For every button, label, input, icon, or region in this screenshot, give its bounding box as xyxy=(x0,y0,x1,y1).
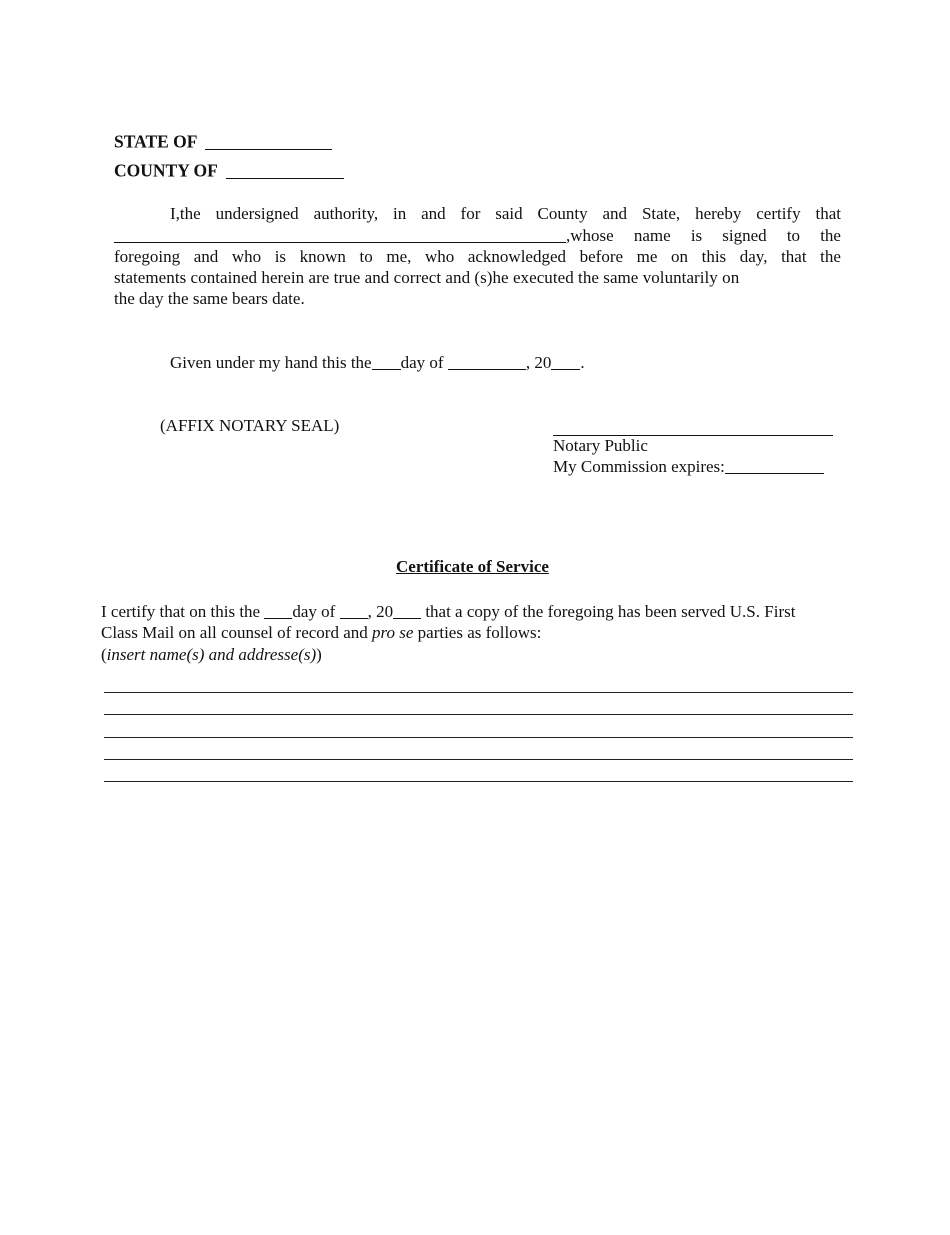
state-label: STATE OF xyxy=(114,131,197,152)
acknowledgment-line-1-word: County xyxy=(537,204,588,223)
acknowledgment-line-1-word: I,the xyxy=(170,204,201,223)
given-text-3: , 20 xyxy=(525,353,552,372)
acknowledgment-line-3-word: before xyxy=(579,247,624,266)
state-of-field xyxy=(114,131,332,153)
notary-signature-line[interactable] xyxy=(553,418,833,436)
acknowledgment-line-3-word: who xyxy=(231,247,262,266)
acknowledgment-line-1 xyxy=(170,203,841,224)
commission-expires-blank[interactable] xyxy=(725,456,824,474)
certificate-line-3 xyxy=(101,645,322,665)
given-text-1: Given under my hand this the xyxy=(170,353,372,372)
acknowledgment-line-1-word: that xyxy=(815,204,841,223)
service-address-line-1[interactable] xyxy=(104,692,853,693)
acknowledgment-line-3-word: known xyxy=(299,247,346,266)
certificate-line-1-d: that a copy of the foregoing has been served U.S. First xyxy=(421,602,796,621)
acknowledgment-line-5-text: the day the same bears date. xyxy=(114,289,305,308)
signer-name-group xyxy=(114,225,614,246)
given-month-blank[interactable] xyxy=(448,352,526,370)
certificate-line-1-a: I certify that on this the xyxy=(101,602,265,621)
affix-notary-seal: (AFFIX NOTARY SEAL) xyxy=(160,416,340,435)
certificate-line-1-b: day of xyxy=(292,602,340,621)
acknowledgment-line-3-word: on xyxy=(671,247,689,266)
given-year-blank[interactable] xyxy=(551,352,580,370)
acknowledgment-line-3-word: is xyxy=(274,247,287,266)
county-of-field xyxy=(114,160,344,182)
given-day-blank[interactable] xyxy=(372,352,401,370)
certificate-day-blank[interactable] xyxy=(264,601,292,619)
certificate-line-2-b: parties as follows: xyxy=(413,623,542,642)
acknowledgment-line-1-word: and xyxy=(421,204,446,223)
certificate-year-blank[interactable] xyxy=(393,601,421,619)
acknowledgment-line-2-word: signed xyxy=(722,226,767,245)
notary-public-label: Notary Public xyxy=(553,436,648,455)
given-text-4: . xyxy=(580,353,585,372)
service-address-line-2[interactable] xyxy=(104,714,853,715)
certificate-line-3-close: ) xyxy=(316,645,322,664)
acknowledgment-line-2-word: to xyxy=(786,226,801,245)
acknowledgment-line-3-word: me, xyxy=(386,247,412,266)
acknowledgment-line-3 xyxy=(114,246,841,267)
acknowledgment-line-5 xyxy=(114,288,841,309)
signer-name-blank[interactable] xyxy=(114,225,566,243)
county-blank[interactable] xyxy=(226,160,344,179)
acknowledgment-line-1-word: undersigned xyxy=(215,204,299,223)
acknowledgment-line-1-word: hereby xyxy=(695,204,742,223)
acknowledgment-line-1-word: for xyxy=(460,204,481,223)
acknowledgment-line-1-word: authority, xyxy=(313,204,379,223)
acknowledgment-line-1-word: in xyxy=(392,204,407,223)
acknowledgment-line-4 xyxy=(114,267,841,288)
acknowledgment-line-3-word: who xyxy=(424,247,455,266)
acknowledgment-line-3-word: and xyxy=(193,247,219,266)
insert-names-instruction: insert name(s) and addresse(s) xyxy=(106,645,317,664)
acknowledgment-line-2-word: name xyxy=(633,226,671,245)
acknowledgment-line-1-word: State, xyxy=(641,204,681,223)
acknowledgment-line-2-word: ,whose xyxy=(566,226,614,245)
acknowledgment-line-3-word: this xyxy=(701,247,727,266)
county-label: COUNTY OF xyxy=(114,160,218,181)
acknowledgment-line-3-word: that xyxy=(781,247,807,266)
service-address-line-5[interactable] xyxy=(104,781,853,782)
certificate-of-service-title: Certificate of Service xyxy=(396,557,549,576)
acknowledgment-line-3-word: to xyxy=(359,247,373,266)
acknowledgment-line-2-word: is xyxy=(690,226,703,245)
given-text-2: day of xyxy=(400,353,444,372)
acknowledgment-line-3-word: acknowledged xyxy=(467,247,567,266)
acknowledgment-line-1-word: said xyxy=(495,204,523,223)
certificate-line-1-c: , 20 xyxy=(367,602,394,621)
certificate-line-2 xyxy=(101,623,541,643)
commission-expires-label: My Commission expires: xyxy=(553,457,725,476)
acknowledgment-line-2 xyxy=(114,225,841,246)
acknowledgment-line-1-word: and xyxy=(602,204,628,223)
certificate-line-1 xyxy=(101,601,795,622)
acknowledgment-line-3-word: day, xyxy=(739,247,768,266)
certificate-line-2-a: Class Mail on all counsel of record and xyxy=(101,623,372,642)
certificate-line-3-open: ( xyxy=(101,645,107,664)
service-address-line-3[interactable] xyxy=(104,737,853,738)
pro-se-text: pro se xyxy=(372,623,414,642)
certificate-month-blank[interactable] xyxy=(340,601,368,619)
state-blank[interactable] xyxy=(205,131,332,150)
acknowledgment-line-3-word: me xyxy=(636,247,658,266)
acknowledgment-line-3-word: foregoing xyxy=(114,247,181,266)
service-address-line-4[interactable] xyxy=(104,759,853,760)
acknowledgment-line-2-word: the xyxy=(820,226,841,245)
acknowledgment-line-1-word: certify xyxy=(756,204,801,223)
given-under-hand-line xyxy=(170,352,585,373)
commission-expires-field xyxy=(553,456,824,477)
acknowledgment-line-4-text: statements contained herein are true and correct and (s)he executed the same voluntarily on xyxy=(114,268,740,287)
acknowledgment-line-3-word: the xyxy=(820,247,841,266)
